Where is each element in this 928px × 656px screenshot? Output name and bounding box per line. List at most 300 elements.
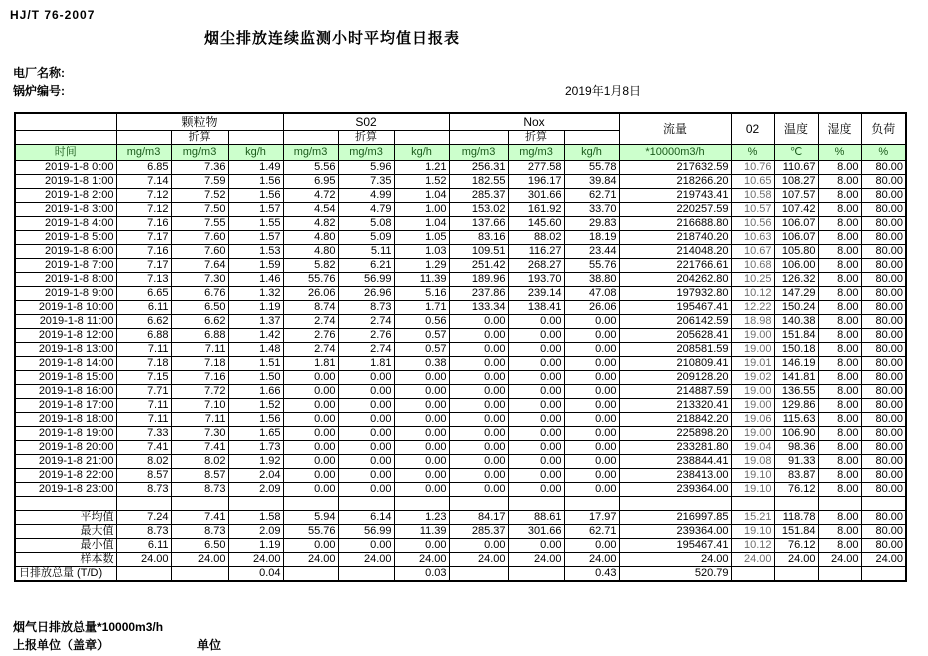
value-cell: 8.00	[818, 469, 861, 483]
group-header-so2: S02	[283, 113, 449, 131]
value-cell: 5.94	[283, 511, 338, 525]
value-cell: 110.67	[774, 161, 818, 175]
value-cell: 8.57	[171, 469, 228, 483]
hourly-data-row	[15, 455, 906, 469]
value-cell: 8.00	[818, 287, 861, 301]
value-cell: 0.00	[449, 455, 508, 469]
value-cell: 19.10	[731, 525, 774, 539]
value-cell: 1.29	[394, 259, 449, 273]
summary-label: 平均值	[15, 511, 116, 525]
value-cell: 18.98	[731, 315, 774, 329]
value-cell: 8.00	[818, 399, 861, 413]
value-cell: 80.00	[861, 399, 906, 413]
value-cell: 24.00	[171, 553, 228, 567]
value-cell: 5.56	[283, 161, 338, 175]
value-cell: 80.00	[861, 371, 906, 385]
value-cell: 220257.59	[619, 203, 731, 217]
value-cell: 6.95	[283, 175, 338, 189]
value-cell: 1.56	[228, 175, 283, 189]
unit-label: 单位	[197, 638, 222, 652]
value-cell: 216997.85	[619, 511, 731, 525]
value-cell: 7.11	[171, 413, 228, 427]
value-cell: 8.00	[818, 175, 861, 189]
plant-name-label: 电厂名称:	[13, 66, 65, 80]
value-cell: 251.42	[449, 259, 508, 273]
value-cell: 19.08	[731, 455, 774, 469]
value-cell: 107.57	[774, 189, 818, 203]
value-cell: 7.41	[171, 511, 228, 525]
hourly-data-row	[15, 175, 906, 189]
hourly-data-row	[15, 287, 906, 301]
value-cell: 24.00	[449, 553, 508, 567]
value-cell: 0.00	[338, 371, 394, 385]
value-cell	[774, 497, 818, 511]
value-cell: 19.00	[731, 427, 774, 441]
time-cell: 2019-1-8 17:00	[15, 399, 116, 413]
value-cell: 196.17	[508, 175, 564, 189]
group-header-particulate: 颗粒物	[116, 113, 283, 131]
value-cell: 80.00	[861, 413, 906, 427]
value-cell: 55.78	[564, 161, 619, 175]
time-cell: 2019-1-8 3:00	[15, 203, 116, 217]
value-cell: 6.11	[116, 301, 171, 315]
value-cell: 19.10	[731, 483, 774, 497]
value-cell: 1.46	[228, 273, 283, 287]
value-cell: 0.00	[564, 539, 619, 553]
value-cell: 10.68	[731, 259, 774, 273]
value-cell: 80.00	[861, 259, 906, 273]
value-cell	[171, 497, 228, 511]
value-cell: 204262.80	[619, 273, 731, 287]
value-cell: 80.00	[861, 301, 906, 315]
value-cell: 7.41	[171, 441, 228, 455]
value-cell: 0.00	[449, 483, 508, 497]
value-cell	[508, 497, 564, 511]
value-cell: 2.74	[283, 315, 338, 329]
value-cell: 129.86	[774, 399, 818, 413]
value-cell	[619, 497, 731, 511]
value-cell: 7.17	[116, 259, 171, 273]
blank-cell	[564, 131, 619, 145]
value-cell: 6.11	[116, 539, 171, 553]
value-cell: 195467.41	[619, 301, 731, 315]
monitoring-table	[14, 112, 907, 582]
header-flow: 流量	[619, 113, 731, 145]
value-cell	[861, 567, 906, 582]
value-cell: 83.87	[774, 469, 818, 483]
value-cell: 10.57	[731, 203, 774, 217]
value-cell: 0.00	[449, 441, 508, 455]
value-cell: 8.73	[116, 483, 171, 497]
value-cell: 218842.20	[619, 413, 731, 427]
value-cell: 193.70	[508, 273, 564, 287]
unit-header: %	[731, 145, 774, 161]
value-cell: 105.80	[774, 245, 818, 259]
value-cell: 0.00	[283, 539, 338, 553]
value-cell: 56.99	[338, 525, 394, 539]
value-cell	[731, 567, 774, 582]
value-cell: 0.56	[394, 315, 449, 329]
value-cell: 2.74	[283, 343, 338, 357]
value-cell: 7.16	[116, 217, 171, 231]
value-cell: 0.00	[564, 427, 619, 441]
value-cell: 0.00	[564, 483, 619, 497]
value-cell: 219743.41	[619, 189, 731, 203]
value-cell: 7.11	[171, 343, 228, 357]
value-cell: 0.00	[508, 539, 564, 553]
value-cell: 10.76	[731, 161, 774, 175]
value-cell: 7.30	[171, 273, 228, 287]
summary-label: 样本数	[15, 553, 116, 567]
value-cell: 133.34	[449, 301, 508, 315]
value-cell: 88.02	[508, 231, 564, 245]
value-cell: 237.86	[449, 287, 508, 301]
value-cell: 0.00	[508, 455, 564, 469]
value-cell: 1.66	[228, 385, 283, 399]
value-cell: 8.00	[818, 315, 861, 329]
value-cell: 0.57	[394, 343, 449, 357]
value-cell: 76.12	[774, 539, 818, 553]
blank-cell	[283, 131, 338, 145]
value-cell: 256.31	[449, 161, 508, 175]
hourly-data-row	[15, 413, 906, 427]
hourly-data-row	[15, 217, 906, 231]
hourly-data-row	[15, 371, 906, 385]
value-cell: 55.76	[283, 525, 338, 539]
value-cell	[731, 497, 774, 511]
value-cell: 7.14	[116, 175, 171, 189]
value-cell: 38.80	[564, 273, 619, 287]
value-cell: 1.59	[228, 259, 283, 273]
value-cell: 8.00	[818, 329, 861, 343]
value-cell: 8.00	[818, 301, 861, 315]
value-cell: 80.00	[861, 469, 906, 483]
value-cell: 1.23	[394, 511, 449, 525]
units-header-row	[15, 145, 906, 161]
time-cell: 2019-1-8 20:00	[15, 441, 116, 455]
summary-row	[15, 525, 906, 539]
unit-header: mg/m3	[338, 145, 394, 161]
blank-cell	[228, 131, 283, 145]
value-cell: 0.00	[394, 371, 449, 385]
value-cell: 1.21	[394, 161, 449, 175]
value-cell: 1.65	[228, 427, 283, 441]
value-cell: 115.63	[774, 413, 818, 427]
value-cell: 24.00	[228, 553, 283, 567]
value-cell: 19.04	[731, 441, 774, 455]
value-cell: 0.00	[338, 399, 394, 413]
value-cell: 301.66	[508, 525, 564, 539]
time-cell: 2019-1-8 1:00	[15, 175, 116, 189]
value-cell: 141.81	[774, 371, 818, 385]
value-cell: 1.37	[228, 315, 283, 329]
value-cell: 1.00	[394, 203, 449, 217]
value-cell: 0.04	[228, 567, 283, 582]
value-cell: 6.76	[171, 287, 228, 301]
summary-label: 日排放总量 (T/D)	[15, 567, 116, 582]
value-cell: 1.42	[228, 329, 283, 343]
value-cell: 7.17	[116, 231, 171, 245]
value-cell: 0.00	[449, 385, 508, 399]
value-cell: 0.00	[564, 385, 619, 399]
value-cell: 136.55	[774, 385, 818, 399]
value-cell: 1.32	[228, 287, 283, 301]
value-cell: 137.66	[449, 217, 508, 231]
value-cell: 8.73	[171, 483, 228, 497]
value-cell: 24.00	[283, 553, 338, 567]
value-cell: 2.09	[228, 525, 283, 539]
hourly-data-row	[15, 399, 906, 413]
value-cell: 55.76	[283, 273, 338, 287]
value-cell: 0.00	[449, 315, 508, 329]
value-cell: 239.14	[508, 287, 564, 301]
value-cell: 80.00	[861, 273, 906, 287]
summary-label: 最大值	[15, 525, 116, 539]
value-cell: 55.76	[564, 259, 619, 273]
value-cell: 0.43	[564, 567, 619, 582]
value-cell: 214887.59	[619, 385, 731, 399]
value-cell: 520.79	[619, 567, 731, 582]
value-cell: 8.00	[818, 483, 861, 497]
value-cell: 0.00	[394, 441, 449, 455]
value-cell: 0.00	[508, 413, 564, 427]
value-cell	[564, 497, 619, 511]
value-cell: 2.76	[338, 329, 394, 343]
value-cell: 8.73	[116, 525, 171, 539]
hourly-data-row	[15, 343, 906, 357]
value-cell: 0.00	[508, 483, 564, 497]
value-cell: 0.00	[449, 469, 508, 483]
value-cell: 7.15	[116, 371, 171, 385]
value-cell: 0.00	[449, 357, 508, 371]
value-cell: 1.92	[228, 455, 283, 469]
value-cell: 7.71	[116, 385, 171, 399]
value-cell: 0.00	[449, 539, 508, 553]
unit-header: mg/m3	[508, 145, 564, 161]
value-cell: 2.74	[338, 315, 394, 329]
unit-header: kg/h	[564, 145, 619, 161]
value-cell: 1.57	[228, 231, 283, 245]
value-cell: 6.14	[338, 511, 394, 525]
value-cell: 0.00	[449, 371, 508, 385]
value-cell: 8.00	[818, 343, 861, 357]
value-cell: 5.82	[283, 259, 338, 273]
value-cell: 268.27	[508, 259, 564, 273]
value-cell: 107.42	[774, 203, 818, 217]
value-cell: 76.12	[774, 483, 818, 497]
value-cell: 7.11	[116, 399, 171, 413]
hourly-data-row	[15, 469, 906, 483]
value-cell: 0.00	[394, 483, 449, 497]
value-cell: 24.00	[508, 553, 564, 567]
value-cell: 0.00	[449, 413, 508, 427]
value-cell: 6.88	[171, 329, 228, 343]
value-cell: 4.82	[283, 217, 338, 231]
value-cell: 8.00	[818, 189, 861, 203]
value-cell: 8.00	[818, 273, 861, 287]
value-cell: 7.12	[116, 203, 171, 217]
value-cell: 8.00	[818, 259, 861, 273]
value-cell: 8.00	[818, 511, 861, 525]
hourly-data-row	[15, 231, 906, 245]
subheader-converted-pm: 折算	[171, 131, 228, 145]
subheader-converted-nox: 折算	[508, 131, 564, 145]
value-cell: 5.08	[338, 217, 394, 231]
value-cell: 80.00	[861, 161, 906, 175]
value-cell: 0.00	[283, 385, 338, 399]
value-cell: 11.39	[394, 273, 449, 287]
value-cell: 80.00	[861, 245, 906, 259]
value-cell: 0.00	[394, 455, 449, 469]
value-cell: 1.57	[228, 203, 283, 217]
value-cell: 8.00	[818, 427, 861, 441]
value-cell: 80.00	[861, 343, 906, 357]
value-cell: 0.00	[564, 413, 619, 427]
value-cell: 0.00	[394, 427, 449, 441]
time-cell: 2019-1-8 8:00	[15, 273, 116, 287]
value-cell: 91.33	[774, 455, 818, 469]
value-cell: 4.80	[283, 245, 338, 259]
value-cell	[774, 567, 818, 582]
header-o2: 02	[731, 113, 774, 145]
time-cell: 2019-1-8 11:00	[15, 315, 116, 329]
header-humidity: 湿度	[818, 113, 861, 145]
value-cell: 88.61	[508, 511, 564, 525]
value-cell: 1.71	[394, 301, 449, 315]
value-cell: 24.00	[394, 553, 449, 567]
value-cell: 80.00	[861, 441, 906, 455]
unit-header: mg/m3	[283, 145, 338, 161]
value-cell: 8.00	[818, 357, 861, 371]
value-cell: 6.62	[171, 315, 228, 329]
hourly-data-row	[15, 273, 906, 287]
summary-row	[15, 539, 906, 553]
value-cell: 8.02	[171, 455, 228, 469]
hourly-data-row	[15, 329, 906, 343]
value-cell: 0.00	[508, 469, 564, 483]
value-cell: 8.02	[116, 455, 171, 469]
header-temperature: 温度	[774, 113, 818, 145]
value-cell	[283, 497, 338, 511]
value-cell: 189.96	[449, 273, 508, 287]
value-cell: 17.97	[564, 511, 619, 525]
standard-number: HJ/T 76-2007	[10, 8, 96, 22]
value-cell: 0.00	[564, 469, 619, 483]
value-cell: 8.74	[283, 301, 338, 315]
summary-row	[15, 567, 906, 582]
value-cell: 0.00	[508, 427, 564, 441]
value-cell: 7.59	[171, 175, 228, 189]
value-cell: 10.12	[731, 287, 774, 301]
value-cell: 213320.41	[619, 399, 731, 413]
value-cell: 33.70	[564, 203, 619, 217]
time-cell	[15, 497, 116, 511]
value-cell: 24.00	[619, 553, 731, 567]
value-cell: 0.00	[564, 399, 619, 413]
time-cell: 2019-1-8 0:00	[15, 161, 116, 175]
value-cell: 210809.41	[619, 357, 731, 371]
value-cell: 118.78	[774, 511, 818, 525]
value-cell: 19.00	[731, 385, 774, 399]
value-cell: 150.24	[774, 301, 818, 315]
value-cell: 151.84	[774, 329, 818, 343]
time-header-blank	[15, 113, 116, 131]
time-cell: 2019-1-8 15:00	[15, 371, 116, 385]
value-cell: 7.52	[171, 189, 228, 203]
value-cell: 6.50	[171, 301, 228, 315]
value-cell: 1.51	[228, 357, 283, 371]
value-cell: 7.55	[171, 217, 228, 231]
value-cell: 5.16	[394, 287, 449, 301]
value-cell: 80.00	[861, 315, 906, 329]
value-cell: 12.22	[731, 301, 774, 315]
value-cell: 0.00	[564, 371, 619, 385]
boiler-number-label: 锅炉编号:	[13, 84, 65, 98]
value-cell: 140.38	[774, 315, 818, 329]
value-cell: 0.00	[338, 441, 394, 455]
value-cell: 24.00	[731, 553, 774, 567]
hourly-data-row	[15, 427, 906, 441]
value-cell	[171, 567, 228, 582]
value-cell: 0.00	[283, 483, 338, 497]
value-cell: 10.63	[731, 231, 774, 245]
unit-header: mg/m3	[171, 145, 228, 161]
time-cell: 2019-1-8 10:00	[15, 301, 116, 315]
value-cell: 80.00	[861, 175, 906, 189]
value-cell: 277.58	[508, 161, 564, 175]
value-cell: 7.18	[116, 357, 171, 371]
value-cell: 7.72	[171, 385, 228, 399]
time-cell: 2019-1-8 21:00	[15, 455, 116, 469]
value-cell: 8.00	[818, 231, 861, 245]
value-cell: 56.99	[338, 273, 394, 287]
value-cell	[228, 497, 283, 511]
value-cell: 8.00	[818, 441, 861, 455]
blank-cell	[116, 131, 171, 145]
value-cell: 233281.80	[619, 441, 731, 455]
value-cell: 8.00	[818, 371, 861, 385]
value-cell: 18.19	[564, 231, 619, 245]
value-cell: 0.00	[564, 441, 619, 455]
value-cell: 7.64	[171, 259, 228, 273]
value-cell: 80.00	[861, 203, 906, 217]
unit-header: mg/m3	[116, 145, 171, 161]
value-cell: 182.55	[449, 175, 508, 189]
unit-header: %	[861, 145, 906, 161]
time-cell: 2019-1-8 16:00	[15, 385, 116, 399]
blank-cell	[15, 131, 116, 145]
value-cell: 0.00	[338, 427, 394, 441]
value-cell: 0.00	[508, 343, 564, 357]
hourly-data-row	[15, 203, 906, 217]
value-cell	[449, 567, 508, 582]
value-cell: 10.65	[731, 175, 774, 189]
unit-header: kg/h	[394, 145, 449, 161]
value-cell: 1.81	[283, 357, 338, 371]
value-cell: 2.09	[228, 483, 283, 497]
value-cell: 126.32	[774, 273, 818, 287]
value-cell	[449, 497, 508, 511]
value-cell	[283, 567, 338, 582]
time-cell: 2019-1-8 22:00	[15, 469, 116, 483]
value-cell: 216688.80	[619, 217, 731, 231]
value-cell: 80.00	[861, 385, 906, 399]
subheader-converted-so2: 折算	[338, 131, 394, 145]
value-cell: 0.00	[564, 455, 619, 469]
value-cell: 0.00	[338, 385, 394, 399]
value-cell: 4.80	[283, 231, 338, 245]
time-cell: 2019-1-8 14:00	[15, 357, 116, 371]
